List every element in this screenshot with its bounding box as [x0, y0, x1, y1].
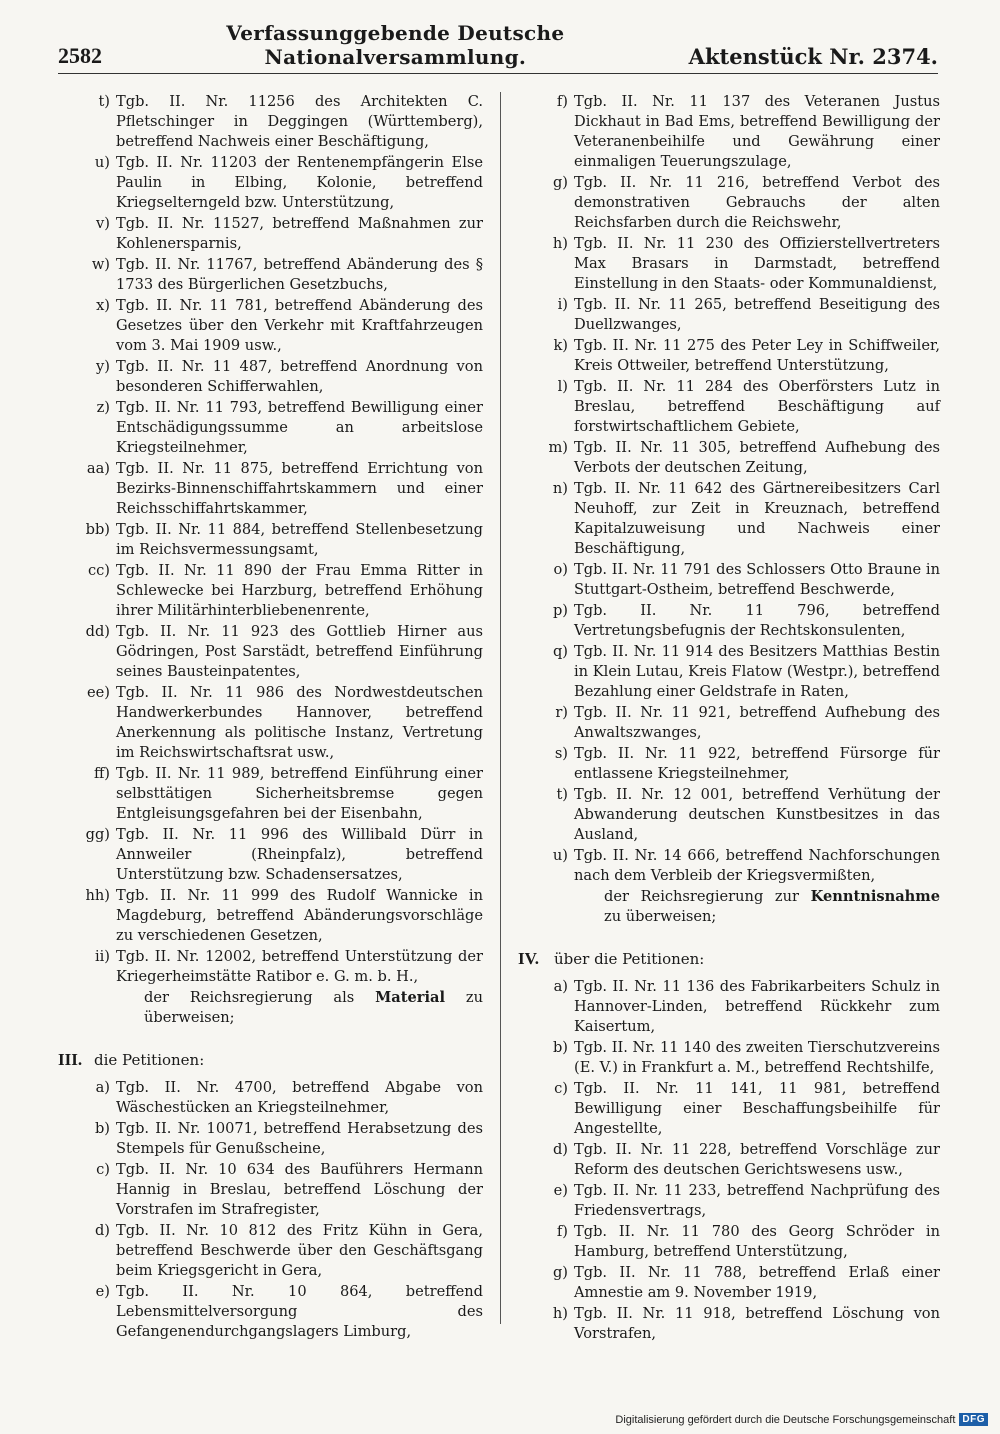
item-text: Tgb. II. Nr. 12002, betreffend Unterstützung der Kriegerheimstätte Ratibor e. G. m. b. H., [116, 948, 483, 985]
item-text: Tgb. II. Nr. 11 487, betreffend Anordnung von besonderen Schifferwahlen, [116, 358, 483, 395]
item-label: t) [98, 93, 110, 110]
item-label: r) [555, 704, 568, 721]
item-label: m) [548, 439, 568, 456]
item-label: h) [552, 235, 568, 252]
item-text: Tgb. II. Nr. 11 140 des zweiten Tierschutzvereins (E. V.) in Frankfurt a. M., betreffend Rechtshilfe, [574, 1039, 940, 1076]
item-text: Tgb. II. Nr. 11 989, betreffend Einführung einer selbsttätigen Sicherheitsbremse gegen Entgleisungsgefahren bei der Eisenbahn, [116, 765, 483, 822]
item-text: Tgb. II. Nr. 11 918, betreffend Löschung von Vorstrafen, [574, 1305, 940, 1342]
list-item [518, 438, 940, 478]
dfg-logo: DFG [959, 1413, 988, 1426]
list-item [518, 785, 940, 845]
item-label: b) [552, 1039, 568, 1056]
disposition-kenntnisnahme: der Reichsregierung zur Kenntnisnahme zu überweisen; [604, 888, 940, 925]
list-item [58, 683, 483, 763]
item-text: Tgb. II. Nr. 11 275 des Peter Ley in Schiffweiler, Kreis Ottweiler, betreffend Unterstützung, [574, 337, 940, 374]
item-text: Tgb. II. Nr. 11527, betreffend Maßnahmen zur Kohlenersparnis, [116, 215, 483, 252]
page-number: 2582 [58, 43, 102, 68]
item-label: gg) [85, 826, 110, 843]
list-item [518, 92, 940, 172]
list-item [518, 173, 940, 233]
item-label: c) [554, 1080, 568, 1097]
item-text: Tgb. II. Nr. 11 921, betreffend Aufhebung des Anwaltszwanges, [574, 704, 940, 741]
item-text: Tgb. II. Nr. 11 781, betreffend Abänderung des Gesetzes über den Verkehr mit Kraftfahrzeugen vom 3. Mai 1909 usw., [116, 297, 483, 354]
item-text: Tgb. II. Nr. 11 141, 11 981, betreffend Bewilligung einer Beschaffungsbeihilfe für Angestellte, [574, 1080, 940, 1137]
item-text: Tgb. II. Nr. 10071, betreffend Herabsetzung des Stempels für Genußscheine, [116, 1120, 483, 1157]
item-label: g) [552, 1264, 568, 1281]
item-label: dd) [85, 623, 110, 640]
list-item [58, 561, 483, 621]
item-label: z) [96, 399, 110, 416]
list-item [518, 479, 940, 559]
list-item [518, 234, 940, 294]
item-label: u) [552, 847, 568, 864]
item-text: Tgb. II. Nr. 11 923 des Gottlieb Hirner aus Gödringen, Post Sarstädt, betreffend Einführung seines Bausteinpatentes, [116, 623, 483, 680]
item-text: Tgb. II. Nr. 11 791 des Schlossers Otto Braune in Stuttgart-Ostheim, betreffend Beschwerde, [574, 561, 940, 598]
item-text: Tgb. II. Nr. 11203 der Rentenempfängerin Else Paulin in Elbing, Kolonie, betreffend Kriegselterngeld bzw. Unterstützung, [116, 154, 483, 211]
item-text: Tgb. II. Nr. 10 864, betreffend Lebensmittelversorgung des Gefangenendurchgangslagers Limburg, [116, 1283, 483, 1340]
item-text: Tgb. II. Nr. 12 001, betreffend Verhütung der Abwanderung deutschen Kunstbesitzes in das Ausland, [574, 786, 940, 843]
right-column [518, 92, 940, 1345]
item-text: Tgb. II. Nr. 11 996 des Willibald Dürr in Annweiler (Rheinpfalz), betreffend Unterstützung bzw. Schadensersatzes, [116, 826, 483, 883]
list-item [518, 1038, 940, 1078]
list-item [518, 377, 940, 437]
list-item [58, 825, 483, 885]
item-label: aa) [86, 460, 110, 477]
list-item [58, 947, 483, 987]
section-title: über die Petitionen: [554, 950, 705, 968]
list-item [518, 846, 940, 886]
list-item [518, 601, 940, 641]
footer [615, 1413, 988, 1426]
item-label: v) [96, 215, 110, 232]
disposition-material: der Reichsregierung als Material zu überweisen; [144, 989, 483, 1026]
list-item [58, 622, 483, 682]
list-item [58, 1078, 483, 1118]
section-numeral: III. [58, 1050, 83, 1069]
item-text: Tgb. II. Nr. 11 230 des Offizierstellvertreters Max Brasars in Darmstadt, betreffend Einstellung in den Staats- oder Kommunaldienst, [574, 235, 940, 292]
list-item [518, 642, 940, 702]
item-text: Tgb. II. Nr. 11 890 der Frau Emma Ritter in Schlewecke bei Harzburg, betreffend Erhöhung ihrer Militärhinterbliebenenrente, [116, 562, 483, 619]
item-text: Tgb. II. Nr. 11 265, betreffend Beseitigung des Duellzwanges, [574, 296, 940, 333]
item-label: c) [96, 1161, 110, 1178]
list-item [518, 1079, 940, 1139]
item-text: Tgb. II. Nr. 11 780 des Georg Schröder in Hamburg, betreffend Unterstützung, [574, 1223, 940, 1260]
document-title: Verfassunggebende Deutsche Nationalversammlung. [226, 21, 565, 69]
item-text: Tgb. II. Nr. 11 796, betreffend Vertretungsbefugnis der Rechtskonsulenten, [574, 602, 940, 639]
item-label: e) [553, 1182, 568, 1199]
item-text: Tgb. II. Nr. 11 137 des Veteranen Justus Dickhaut in Bad Ems, betreffend Bewilligung der Veteranenbeihilfe und Gewährung einer einmaligen Teuerungszulage, [574, 93, 940, 170]
item-text: Tgb. II. Nr. 11 793, betreffend Bewilligung einer Entschädigungssumme an arbeitslose Kriegsteilnehmer, [116, 399, 483, 456]
list-item [58, 1160, 483, 1220]
list-item [58, 153, 483, 213]
item-text: Tgb. II. Nr. 11 999 des Rudolf Wannicke in Magdeburg, betreffend Abänderungsvorschläge zu verschiedenen Gesetzen, [116, 887, 483, 944]
item-text: Tgb. II. Nr. 11 136 des Fabrikarbeiters Schulz in Hannover-Linden, betreffend Rückkehr zum Kaisertum, [574, 978, 940, 1035]
item-text: Tgb. II. Nr. 14 666, betreffend Nachforschungen nach dem Verbleib der Kriegsvermißten, [574, 847, 940, 884]
item-label: s) [554, 745, 568, 762]
item-label: p) [552, 602, 568, 619]
item-label: ii) [94, 948, 110, 965]
list-item [518, 1304, 940, 1344]
list-item [518, 1181, 940, 1221]
section-iii-items [58, 1078, 483, 1342]
item-text: Tgb. II. Nr. 11 305, betreffend Aufhebung des Verbots der deutschen Zeitung, [574, 439, 940, 476]
section-title: die Petitionen: [94, 1051, 205, 1069]
section-heading-iv [518, 949, 940, 969]
list-item [58, 92, 483, 152]
list-item [58, 1282, 483, 1342]
item-label: t) [556, 786, 568, 803]
list-item [58, 886, 483, 946]
item-text: Tgb. II. Nr. 10 812 des Fritz Kühn in Gera, betreffend Beschwerde über den Geschäftsgang beim Kriegsgericht in Gera, [116, 1222, 483, 1279]
section-iv-items [518, 977, 940, 1344]
disposition-keyword: Material [375, 989, 446, 1006]
item-text: Tgb. II. Nr. 11 922, betreffend Fürsorge für entlassene Kriegsteilnehmer, [574, 745, 940, 782]
list-item [58, 459, 483, 519]
item-text: Tgb. II. Nr. 11767, betreffend Abänderung des § 1733 des Bürgerlichen Gesetzbuchs, [116, 256, 483, 293]
left-column [58, 92, 483, 1343]
item-text: Tgb. II. Nr. 11 788, betreffend Erlaß einer Amnestie am 9. November 1919, [574, 1264, 940, 1301]
section-heading-iii [58, 1050, 483, 1070]
item-text: Tgb. II. Nr. 11 986 des Nordwestdeutschen Handwerkerbundes Hannover, betreffend Anerkennung als politische Instanz, Vertretung im Reichswirtschaftsrat usw., [116, 684, 483, 761]
item-label: d) [94, 1222, 110, 1239]
item-text: Tgb. II. Nr. 11 642 des Gärtnereibesitzers Carl Neuhoff, zur Zeit in Kreuznach, betreffend Kapitalzuweisung und Nachweis einer Beschäftigung, [574, 480, 940, 557]
right-items [518, 92, 940, 886]
item-label: i) [557, 296, 568, 313]
item-label: u) [94, 154, 110, 171]
item-label: k) [553, 337, 568, 354]
item-label: b) [94, 1120, 110, 1137]
list-item [58, 398, 483, 458]
item-text: Tgb. II. Nr. 11 216, betreffend Verbot des demonstrativen Gebrauchs der alten Reichsfarben durch die Reichswehr, [574, 174, 940, 231]
list-item [518, 1222, 940, 1262]
list-item [58, 1119, 483, 1159]
item-text: Tgb. II. Nr. 11256 des Architekten C. Pfletschinger in Deggingen (Württemberg), betreffend Nachweis einer Beschäftigung, [116, 93, 483, 150]
list-item [518, 560, 940, 600]
list-item [58, 764, 483, 824]
item-label: x) [96, 297, 110, 314]
document-reference: Aktenstück Nr. 2374. [688, 44, 938, 69]
item-label: bb) [85, 521, 110, 538]
item-label: a) [95, 1079, 110, 1096]
footer-text: Digitalisierung gefördert durch die Deutsche Forschungsgemeinschaft [615, 1413, 956, 1426]
item-label: h) [552, 1305, 568, 1322]
item-text: Tgb. II. Nr. 10 634 des Bauführers Hermann Hannig in Breslau, betreffend Löschung der Vorstrafen im Strafregister, [116, 1161, 483, 1218]
item-label: cc) [87, 562, 110, 579]
list-item [518, 977, 940, 1037]
item-text: Tgb. II. Nr. 11 914 des Besitzers Matthias Bestin in Klein Lutau, Kreis Flatow (Westpr.), betreffend Bezahlung einer Geldstrafe in Raten, [574, 643, 940, 700]
item-label: a) [553, 978, 568, 995]
item-label: ee) [87, 684, 110, 701]
list-item [58, 1221, 483, 1281]
item-label: l) [557, 378, 568, 395]
item-text: Tgb. II. Nr. 11 884, betreffend Stellenbesetzung im Reichsvermessungsamt, [116, 521, 483, 558]
item-label: g) [552, 174, 568, 191]
item-label: ff) [93, 765, 110, 782]
list-item [518, 295, 940, 335]
item-text: Tgb. II. Nr. 11 228, betreffend Vorschläge zur Reform des deutschen Gerichtswesens usw., [574, 1141, 940, 1178]
list-item [518, 1263, 940, 1303]
item-label: o) [553, 561, 568, 578]
item-text: Tgb. II. Nr. 4700, betreffend Abgabe von Wäschestücken an Kriegsteilnehmer, [116, 1079, 483, 1116]
item-label: y) [96, 358, 110, 375]
item-label: f) [556, 1223, 568, 1240]
disposition-keyword: Kenntnisnahme [810, 888, 940, 905]
list-item [518, 336, 940, 376]
item-label: q) [552, 643, 568, 660]
section-numeral: IV. [518, 949, 539, 968]
list-item [58, 357, 483, 397]
page-header [58, 21, 938, 74]
item-label: w) [91, 256, 110, 273]
item-label: n) [552, 480, 568, 497]
list-item [518, 703, 940, 743]
item-text: Tgb. II. Nr. 11 875, betreffend Errichtung von Bezirks-Binnenschiffahrtskammern und einer Reichsschiffahrtskammer, [116, 460, 483, 517]
list-item [518, 744, 940, 784]
left-items [58, 92, 483, 987]
item-label: f) [556, 93, 568, 110]
list-item [58, 296, 483, 356]
column-divider [500, 92, 501, 1324]
list-item [58, 520, 483, 560]
item-text: Tgb. II. Nr. 11 284 des Oberförsters Lutz in Breslau, betreffend Beschäftigung auf forstwirtschaftlichem Gebiete, [574, 378, 940, 435]
item-label: e) [95, 1283, 110, 1300]
item-label: d) [552, 1141, 568, 1158]
list-item [58, 214, 483, 254]
list-item [518, 1140, 940, 1180]
list-item [58, 255, 483, 295]
item-text: Tgb. II. Nr. 11 233, betreffend Nachprüfung des Friedensvertrags, [574, 1182, 940, 1219]
item-label: hh) [85, 887, 110, 904]
